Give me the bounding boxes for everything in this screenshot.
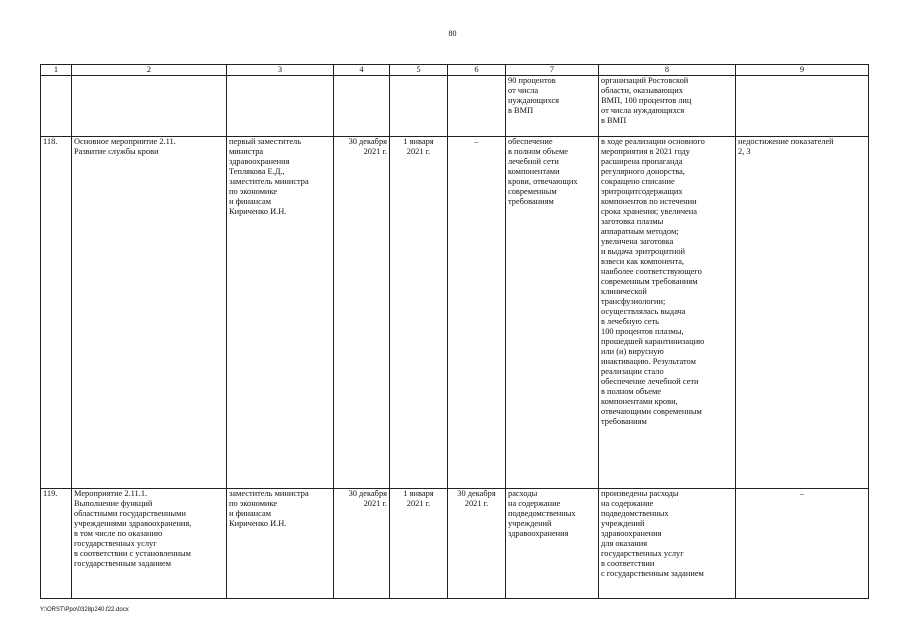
column-number: 6 [448,65,506,76]
cell-actual-result: в ходе реализации основного мероприятия в 2021 году расширена пропаганда регулярного донорства, сокращено списание эритроцитсодержащих компонентов по истечении срока хранения; увеличена заготовка плазмы аппаратным методом; увеличена заготовка и выдача эритроцитной взвеси как компонента, наиболее соответствующего современным требованиям клинической трансфузиологии; осуществлялась выдача в лечебную сеть 100 процентов плазмы, прошедшей карантинизацию или (и) вирусную инактивацию. Результатом реализации стало обеспечение лечебной сети в полном объеме компонентами крови, отвечающими современным требованиям [599,137,736,489]
cell-number: 119. [41,489,72,599]
cell-end-date: 30 декабря 2021 г. [448,489,506,599]
cell-responsible: первый заместитель министра здравоохранения Теплякова Е.Д., заместитель министра по экономике и финансам Кириченко И.Н. [227,137,334,489]
cell-planned-date: 30 декабря 2021 г. [334,137,390,489]
table-row [41,489,869,599]
cell-end-date [448,76,506,137]
cell-reasons: – [736,489,869,599]
column-number: 1 [41,65,72,76]
column-number: 5 [390,65,448,76]
cell-expected-result: обеспечение в полном объеме лечебной сети компонентами крови, отвечающих современным требованиям [506,137,599,489]
cell-planned-date [334,76,390,137]
column-number: 2 [72,65,227,76]
cell-measure [72,76,227,137]
footer-file-path: Y:\ORST\Ppo\0328p240.f22.docx [40,607,129,613]
cell-end-date: – [448,137,506,489]
cell-number: 118. [41,137,72,489]
cell-expected-result: расходы на содержание подведомственных учреждений здравоохранения [506,489,599,599]
cell-responsible: заместитель министра по экономике и финансам Кириченко И.Н. [227,489,334,599]
table-row [41,137,869,489]
report-table [40,64,869,599]
column-number: 3 [227,65,334,76]
cell-start-date: 1 января 2021 г. [390,489,448,599]
cell-measure: Основное мероприятие 2.11. Развитие службы крови [72,137,227,489]
cell-expected-result: 90 процентов от числа нуждающихся в ВМП [506,76,599,137]
cell-start-date: 1 января 2021 г. [390,137,448,489]
column-number: 9 [736,65,869,76]
cell-measure: Мероприятие 2.11.1. Выполнение функций областными государственными учреждениями здравоохранения, в том числе по оказанию государственных услуг в соответствии с установленным государственным заданием [72,489,227,599]
cell-reasons [736,76,869,137]
column-number: 7 [506,65,599,76]
cell-actual-result: произведены расходы на содержание подведомственных учреждений здравоохранения для оказания государственных услуг в соответствии с государственным заданием [599,489,736,599]
cell-reasons: недостижение показателей 2, 3 [736,137,869,489]
cell-planned-date: 30 декабря 2021 г. [334,489,390,599]
table-row-continued [41,76,869,137]
page-number: 80 [448,29,457,38]
cell-actual-result: организаций Ростовской области, оказывающих ВМП, 100 процентов лиц от числа нуждающихся в ВМП [599,76,736,137]
cell-number [41,76,72,137]
column-number: 8 [599,65,736,76]
cell-start-date [390,76,448,137]
column-number: 4 [334,65,390,76]
cell-responsible [227,76,334,137]
column-number-row [41,65,869,76]
